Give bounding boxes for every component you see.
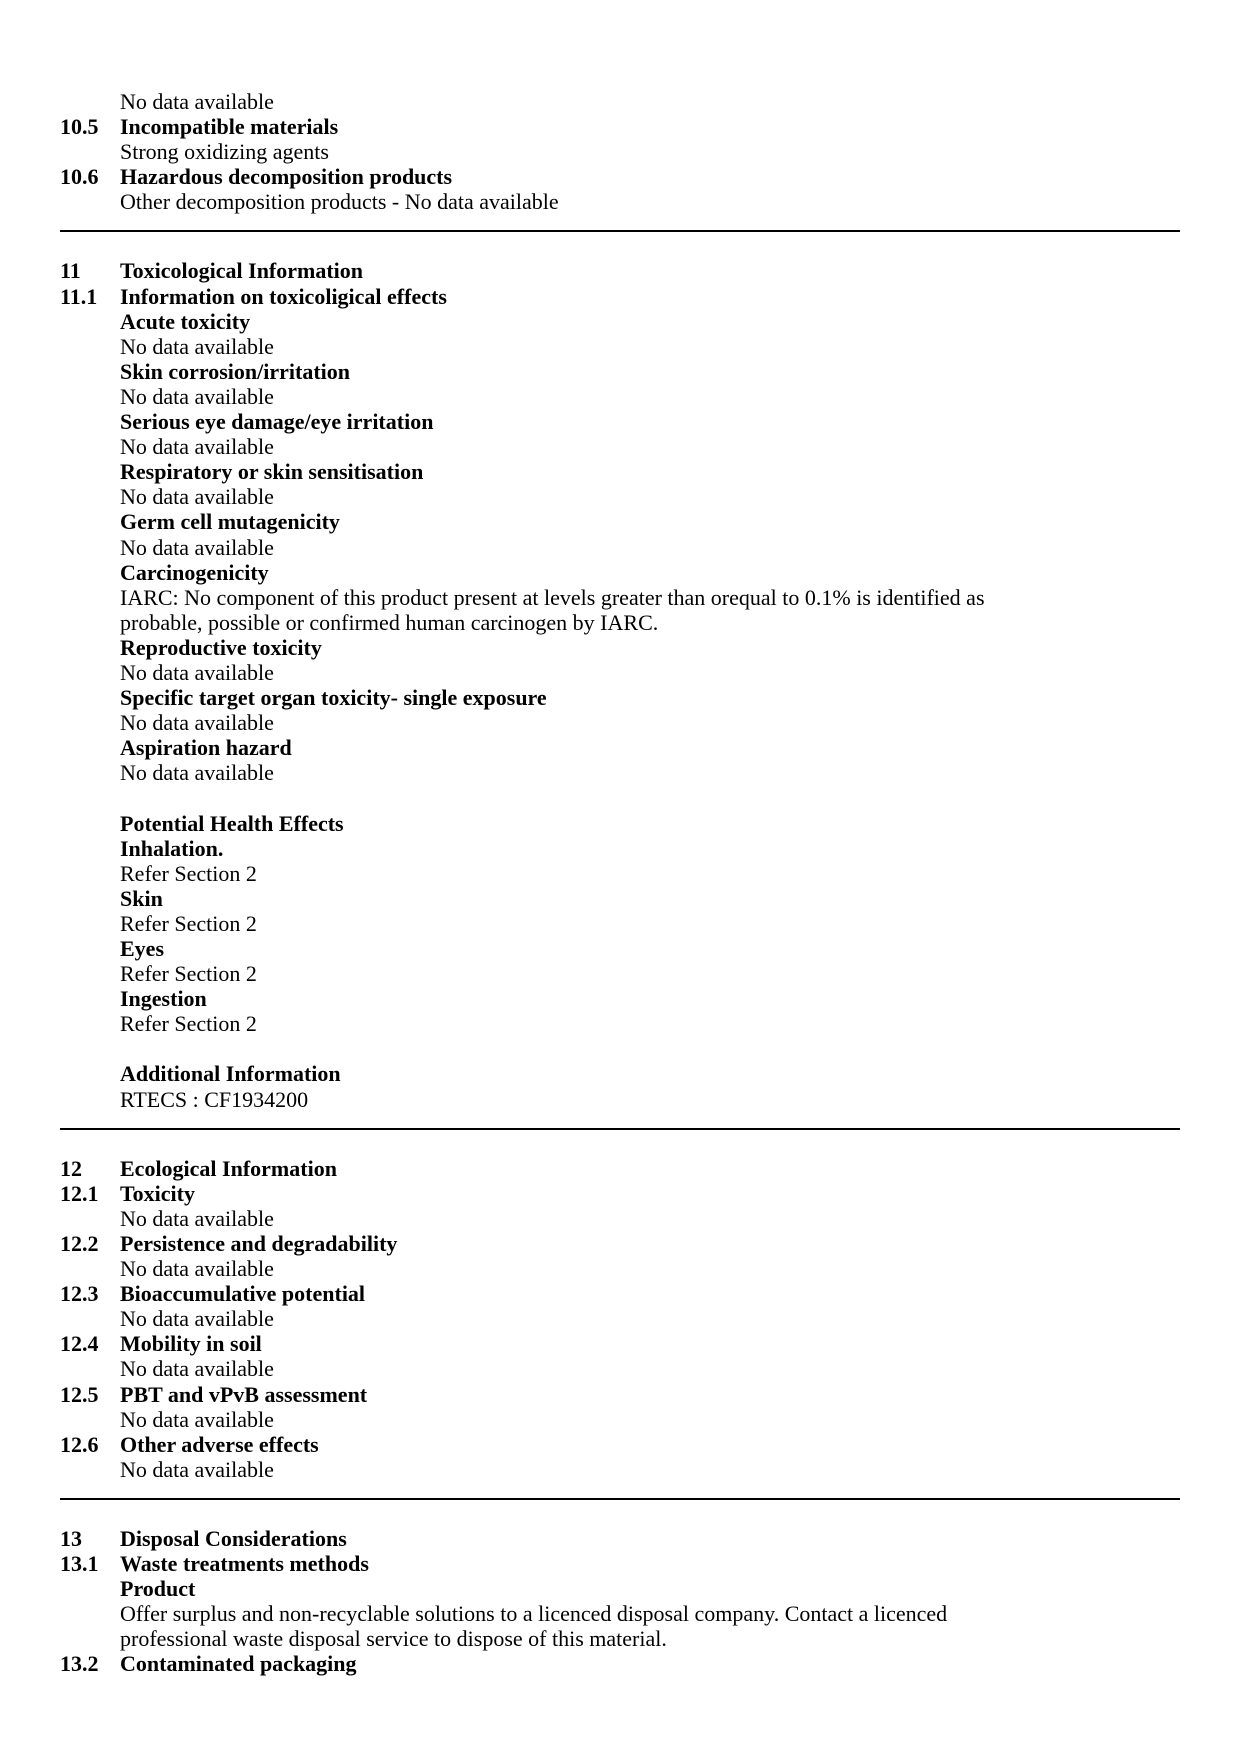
heading-text: Respiratory or skin sensitisation (120, 459, 424, 485)
text-line (60, 635, 1180, 660)
body-text: No data available (120, 383, 274, 409)
section-number (60, 1011, 120, 1036)
text-line (60, 484, 1180, 509)
numbered-line (60, 1526, 1180, 1551)
text-line (60, 811, 1180, 836)
text-line (60, 660, 1180, 685)
numbered-line (60, 1156, 1180, 1181)
section-number (60, 961, 120, 986)
numbered-line (60, 1651, 1180, 1676)
text-line (60, 710, 1180, 735)
section-number (60, 1457, 120, 1482)
section-number: 12.4 (60, 1331, 99, 1357)
text-line (60, 1356, 1180, 1381)
section-number (60, 509, 120, 534)
text-line (60, 459, 1180, 484)
body-text: No data available (120, 434, 274, 460)
body-text: No data available (120, 89, 274, 114)
blank-line (60, 1036, 1180, 1061)
blank-line (60, 785, 1180, 810)
section-number (60, 585, 120, 610)
text-line (60, 1457, 1180, 1482)
text-line (60, 535, 1180, 560)
section-number: 12.3 (60, 1281, 99, 1307)
heading-text: Waste treatments methods (120, 1550, 369, 1576)
section-number (60, 886, 120, 911)
text-line (60, 1576, 1180, 1601)
section-number (60, 1626, 120, 1651)
numbered-line (60, 1281, 1180, 1306)
text-line (60, 1626, 1180, 1651)
section-number (60, 660, 120, 685)
heading-text: Mobility in soil (120, 1331, 262, 1357)
numbered-line (60, 1331, 1180, 1356)
section-number (60, 861, 120, 886)
heading-text: Inhalation. (120, 835, 224, 861)
section-number: 13.1 (60, 1550, 99, 1576)
heading-text: Other adverse effects (120, 1431, 319, 1457)
section-number (60, 735, 120, 760)
heading-text: Information on toxicoligical effects (120, 283, 447, 309)
text-line (60, 384, 1180, 409)
body-text: No data available (120, 1306, 274, 1332)
body-text: No data available (120, 1456, 274, 1482)
section-number (60, 710, 120, 735)
heading-text: Skin corrosion/irritation (120, 358, 350, 384)
heading-text: Incompatible materials (120, 114, 339, 140)
body-text: Other decomposition products - No data available (120, 189, 559, 215)
section-number (60, 1087, 120, 1112)
section-divider (60, 1128, 1180, 1130)
heading-text: Disposal Considerations (120, 1525, 347, 1551)
section-number (60, 1407, 120, 1432)
section-number: 13.2 (60, 1651, 99, 1677)
section-number (60, 986, 120, 1011)
body-text: Refer Section 2 (120, 961, 257, 987)
numbered-line (60, 284, 1180, 309)
body-text: probable, possible or confirmed human carcinogen by IARC. (120, 609, 659, 635)
section-number: 13 (60, 1525, 82, 1551)
text-line (60, 911, 1180, 936)
document-body (60, 89, 1180, 1676)
body-text: No data available (120, 760, 274, 786)
section-number (60, 535, 120, 560)
text-line (60, 735, 1180, 760)
heading-text: Additional Information (120, 1061, 341, 1087)
text-line (60, 1256, 1180, 1281)
numbered-line (60, 114, 1180, 139)
heading-text: Ecological Information (120, 1155, 337, 1181)
body-text: No data available (120, 1406, 274, 1432)
section-number (60, 1356, 120, 1381)
body-text: Refer Section 2 (120, 1011, 257, 1037)
text-line (60, 359, 1180, 384)
heading-text: Toxicological Information (120, 258, 364, 284)
numbered-line (60, 164, 1180, 189)
body-text: No data available (120, 333, 274, 359)
section-number: 12.5 (60, 1381, 99, 1407)
body-text: No data available (120, 710, 274, 736)
heading-text: Product (120, 1576, 196, 1602)
section-number (60, 1601, 120, 1626)
section-number: 11 (60, 258, 81, 284)
heading-text: Specific target organ toxicity- single exposure (120, 685, 547, 711)
numbered-line (60, 258, 1180, 283)
text-line (60, 585, 1180, 610)
section-number: 12.2 (60, 1230, 99, 1256)
heading-text: Eyes (120, 936, 164, 961)
section-number (60, 1306, 120, 1331)
section-number (60, 760, 120, 785)
section-number (60, 1206, 120, 1231)
text-line (60, 760, 1180, 785)
body-text: Refer Section 2 (120, 860, 257, 886)
text-line (60, 685, 1180, 710)
section-number (60, 1256, 120, 1281)
body-text: No data available (120, 534, 274, 560)
text-line (60, 1011, 1180, 1036)
text-line (60, 560, 1180, 585)
text-line (60, 986, 1180, 1011)
text-line (60, 309, 1180, 334)
text-line (60, 861, 1180, 886)
text-line (60, 961, 1180, 986)
section-number (60, 334, 120, 359)
text-line (60, 1407, 1180, 1432)
section-number (60, 409, 120, 434)
body-text: professional waste disposal service to dispose of this material. (120, 1626, 667, 1652)
section-number (60, 434, 120, 459)
numbered-line (60, 1231, 1180, 1256)
text-line (60, 1601, 1180, 1626)
body-text: No data available (120, 1356, 274, 1382)
section-number: 12.1 (60, 1180, 99, 1206)
section-number (60, 459, 120, 484)
heading-text: Carcinogenicity (120, 559, 269, 585)
section-number (60, 359, 120, 384)
heading-text: Potential Health Effects (120, 810, 344, 836)
section-number (60, 484, 120, 509)
text-line (60, 1087, 1180, 1112)
section-number (60, 911, 120, 936)
heading-text: Contaminated packaging (120, 1651, 357, 1677)
section-number: 11.1 (60, 283, 98, 309)
text-line (60, 610, 1180, 635)
text-line (60, 1206, 1180, 1231)
section-number (60, 309, 120, 334)
section-number (60, 189, 120, 214)
text-line (60, 836, 1180, 861)
section-number (60, 685, 120, 710)
text-line (60, 1061, 1180, 1086)
text-line (60, 189, 1180, 214)
text-line (60, 434, 1180, 459)
numbered-line (60, 1432, 1180, 1457)
section-number (60, 384, 120, 409)
body-text: No data available (120, 659, 274, 685)
heading-text: Toxicity (120, 1180, 195, 1206)
numbered-line (60, 1551, 1180, 1576)
text-line (60, 409, 1180, 434)
heading-text: Reproductive toxicity (120, 634, 322, 660)
body-text: IARC: No component of this product present at levels greater than orequal to 0.1% is identified as (120, 584, 985, 610)
heading-text: Persistence and degradability (120, 1230, 398, 1256)
body-text: Refer Section 2 (120, 910, 257, 936)
heading-text: Germ cell mutagenicity (120, 509, 340, 535)
heading-text: PBT and vPvB assessment (120, 1381, 368, 1407)
body-text: Offer surplus and non-recyclable solutions to a licenced disposal company. Contact a licenced (120, 1601, 948, 1627)
numbered-line (60, 1382, 1180, 1407)
heading-text: Acute toxicity (120, 308, 251, 334)
text-line (60, 509, 1180, 534)
section-number (60, 1576, 120, 1601)
heading-text: Hazardous decomposition products (120, 164, 453, 190)
section-number: 12.6 (60, 1431, 99, 1457)
section-divider (60, 1498, 1180, 1500)
body-text: No data available (120, 484, 274, 510)
section-number (60, 89, 120, 114)
body-text: No data available (120, 1256, 274, 1282)
section-number: 10.5 (60, 114, 99, 140)
text-line (60, 334, 1180, 359)
section-number (60, 635, 120, 660)
body-text: RTECS : CF1934200 (120, 1086, 309, 1112)
section-number (60, 1061, 120, 1086)
text-line (60, 1306, 1180, 1331)
section-number: 10.6 (60, 164, 99, 190)
heading-text: Bioaccumulative potential (120, 1281, 366, 1307)
section-number (60, 936, 120, 961)
section-number (60, 139, 120, 164)
numbered-line (60, 1181, 1180, 1206)
heading-text: Ingestion (120, 986, 207, 1012)
body-text: No data available (120, 1205, 274, 1231)
body-text: Strong oxidizing agents (120, 139, 329, 165)
text-line (60, 886, 1180, 911)
text-line (60, 936, 1180, 961)
section-number (60, 560, 120, 585)
heading-text: Serious eye damage/eye irritation (120, 409, 434, 435)
heading-text: Aspiration hazard (120, 735, 292, 761)
text-line (60, 139, 1180, 164)
section-number (60, 836, 120, 861)
heading-text: Skin (120, 885, 163, 911)
section-number (60, 811, 120, 836)
text-line (60, 89, 1180, 114)
section-number: 12 (60, 1155, 82, 1181)
section-divider (60, 230, 1180, 232)
section-number (60, 610, 120, 635)
